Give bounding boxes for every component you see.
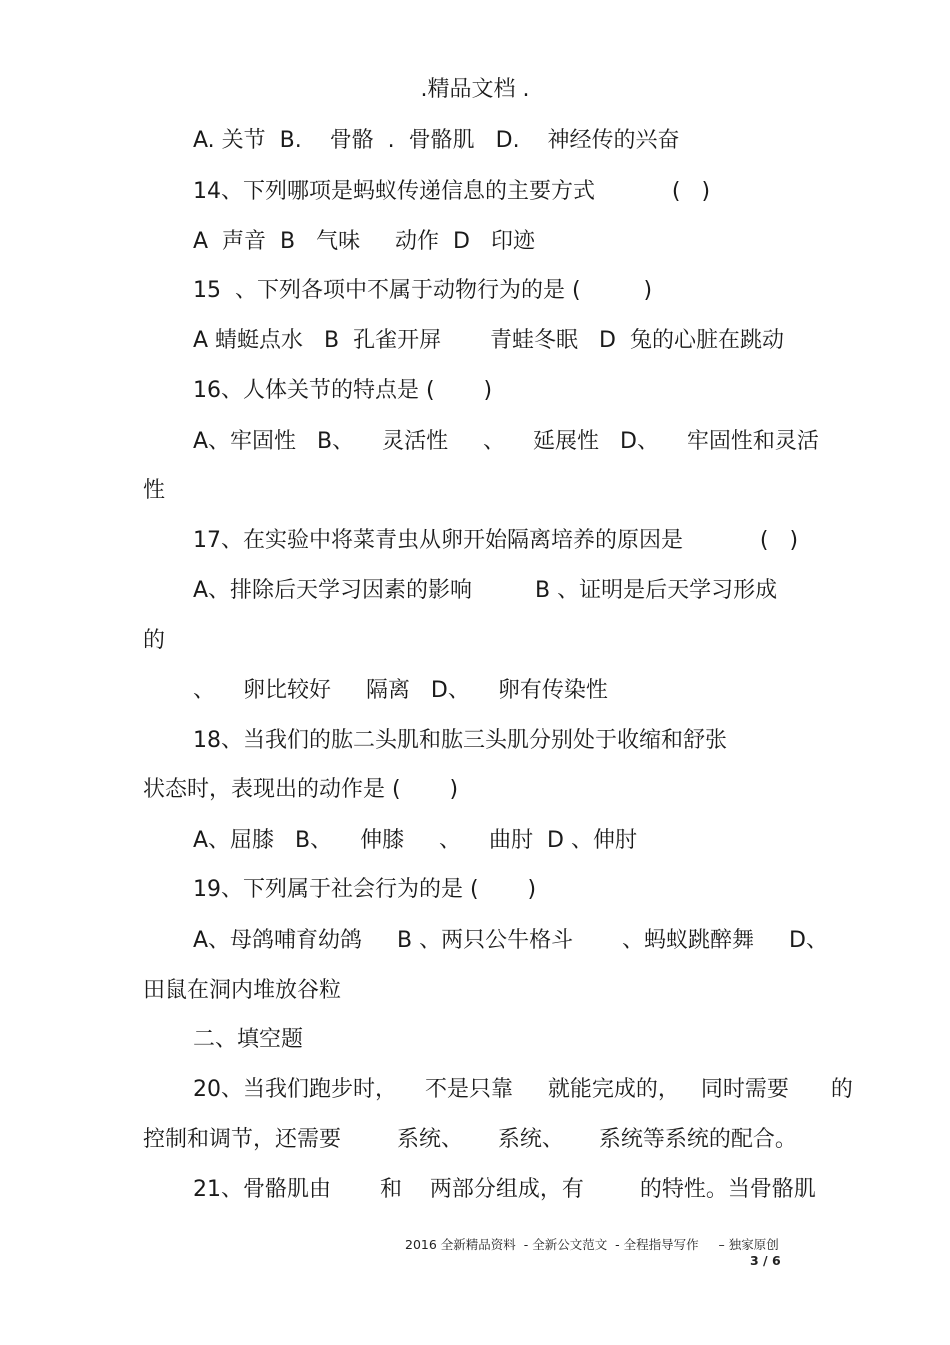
text-line: 21、骨骼肌由 和 两部分组成，有 的特性。当骨骼肌 xyxy=(193,1177,816,1202)
text-line: 状态时，表现出的动作是 ( ) xyxy=(143,777,459,802)
text-line: 17、在实验中将菜青虫从卵开始隔离培养的原因是 ( ) xyxy=(193,528,799,553)
text-line: A、排除后天学习因素的影响 B 、证明是后天学习形成 xyxy=(193,578,778,603)
text-line: 19、下列属于社会行为的是 ( ) xyxy=(193,877,537,902)
text-line: A、牢固性 B、 灵活性 、 延展性 D、 牢固性和灵活 xyxy=(193,429,819,454)
text-line: A、屈膝 B、 伸膝 、 曲肘 D 、伸肘 xyxy=(193,828,637,853)
text-line: 田鼠在洞内堆放谷粒 xyxy=(143,978,342,1003)
text-line: 14、下列哪项是蚂蚁传递信息的主要方式 ( ) xyxy=(193,179,711,204)
text-line: A 声音 B 气味 动作 D 印迹 xyxy=(193,229,535,254)
text-line: 的 xyxy=(143,628,166,653)
text-line: 18、当我们的肱二头肌和肱三头肌分别处于收缩和舒张 xyxy=(193,728,727,753)
text-line: A 蜻蜓点水 B 孔雀开屏 青蛙冬眠 D 兔的心脏在跳动 xyxy=(193,328,784,353)
text-line: A. 关节 B. 骨骼 . 骨骼肌 D. 神经传的兴奋 xyxy=(193,128,680,153)
text-line: 20、当我们跑步时， 不是只靠 就能完成的， 同时需要 的 xyxy=(193,1077,853,1102)
text-line: 15 、下列各项中不属于动物行为的是 ( ) xyxy=(193,278,653,303)
page-header: .精品文档 . xyxy=(420,77,530,102)
text-line: 、 卵比较好 隔离 D、 卵有传染性 xyxy=(193,678,608,703)
text-line: A、母鸽哺育幼鸽 B 、两只公牛格斗 、蚂蚁跳醉舞 D、 xyxy=(193,928,828,953)
page-footer: 2016 全新精品资料 - 全新公文范文 - 全程指导写作 – 独家原创 xyxy=(405,1237,779,1252)
text-line: 性 xyxy=(143,478,166,503)
page-number: 3 / 6 xyxy=(750,1253,781,1268)
section-heading: 二、填空题 xyxy=(193,1027,304,1052)
text-line: 16、人体关节的特点是 ( ) xyxy=(193,378,493,403)
text-line: 控制和调节，还需要 系统、 系统、 系统等系统的配合。 xyxy=(143,1127,797,1152)
